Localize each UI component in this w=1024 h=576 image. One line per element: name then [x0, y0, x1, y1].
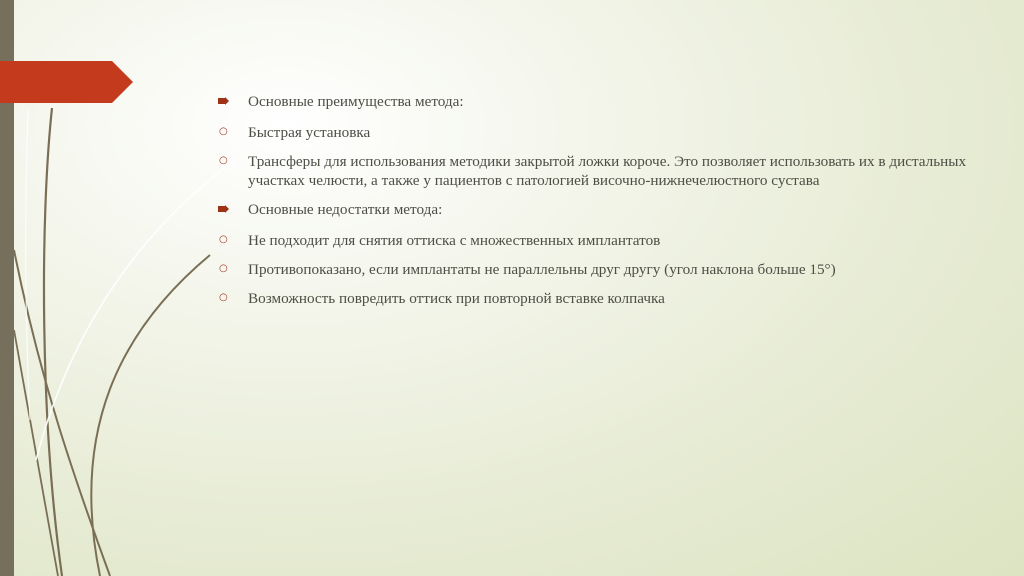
arrow-bullet-icon — [218, 205, 229, 213]
list-item-text: Трансферы для использования методики закрытой ложки короче. Это позволяет использовать их в дистальных участках челюсти, а также у пациентов с патологией височно-нижнечелюстного сустава — [248, 153, 967, 189]
stem-line-5 — [36, 160, 235, 460]
list-item-text: Противопоказано, если имплантаты не параллельны друг другу (угол наклона больше 15°) — [248, 261, 836, 278]
arrow-bullet-icon — [218, 97, 229, 105]
list-item — [218, 200, 968, 219]
title-accent-tab — [0, 61, 133, 103]
stem-line-3 — [91, 255, 210, 576]
stem-line-6 — [26, 110, 30, 420]
list-item-text: Возможность повредить оттиск при повторной вставке колпачка — [248, 290, 665, 307]
circle-bullet-icon: ○ — [219, 234, 228, 245]
list-item — [218, 260, 968, 279]
list-item — [218, 123, 968, 142]
list-item-text: Быстрая установка — [248, 124, 371, 141]
list-item — [218, 92, 968, 111]
circle-bullet-icon: ○ — [219, 292, 228, 303]
list-item — [218, 152, 968, 190]
list-item — [218, 289, 968, 308]
circle-bullet-icon: ○ — [219, 155, 228, 166]
stem-line-1 — [44, 108, 62, 576]
circle-bullet-icon: ○ — [219, 263, 228, 274]
list-item-text: Не подходит для снятия оттиска с множественных имплантатов — [248, 232, 661, 249]
list-item — [218, 231, 968, 250]
list-item-text: Основные преимущества метода: — [248, 93, 464, 110]
circle-bullet-icon: ○ — [219, 126, 228, 137]
bullet-list — [218, 92, 968, 318]
list-item-text: Основные недостатки метода: — [248, 201, 443, 218]
stem-line-4 — [14, 330, 58, 576]
